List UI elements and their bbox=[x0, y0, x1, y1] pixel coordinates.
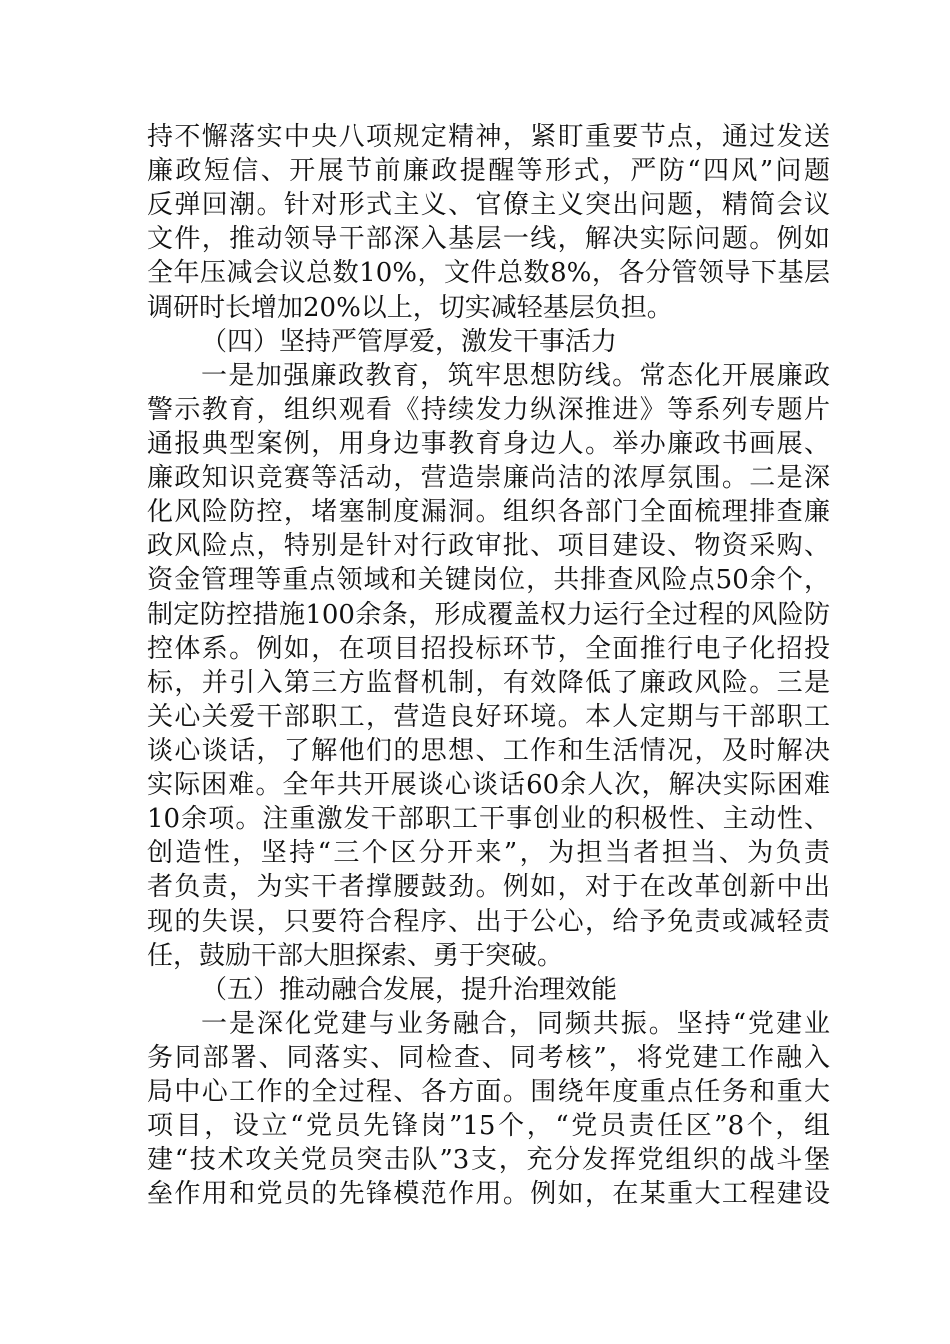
paragraph-1 bbox=[147, 120, 830, 325]
text-line: 政风险点，特别是针对行政审批、项目建设、物资采购、 bbox=[147, 531, 830, 562]
text-line: 任，鼓励干部大胆探索、勇于突破。 bbox=[147, 940, 564, 971]
text-line: 一是深化党建与业务融合，同频共振。坚持“党建业 bbox=[201, 1008, 830, 1039]
text-line: 谈心谈话，了解他们的思想、工作和生活情况，及时解决 bbox=[147, 735, 830, 766]
text-line: 关心关爱干部职工，营造良好环境。本人定期与干部职工 bbox=[147, 701, 830, 732]
text-line: 调研时长增加20%以上，切实减轻基层负担。 bbox=[147, 292, 673, 323]
text-line: 警示教育，组织观看《持续发力纵深推进》等系列专题片 bbox=[147, 394, 830, 425]
text-line: 实际困难。全年共开展谈心谈话60余人次，解决实际困难 bbox=[147, 770, 830, 801]
text-line: 创造性，坚持“三个区分开来”，为担当者担当、为负责 bbox=[147, 838, 830, 869]
text-line: 通报典型案例，用身边事教育身边人。举办廉政书画展、 bbox=[147, 428, 830, 459]
text-line: 化风险防控，堵塞制度漏洞。组织各部门全面梳理排查廉 bbox=[147, 497, 830, 528]
text-line: 制定防控措施100余条，形成覆盖权力运行全过程的风险防 bbox=[147, 599, 830, 630]
text-line: 文件，推动领导干部深入基层一线，解决实际问题。例如 bbox=[147, 224, 830, 255]
document-page bbox=[147, 120, 830, 1212]
text-line: 局中心工作的全过程、各方面。围绕年度重点任务和重大 bbox=[147, 1077, 830, 1108]
text-line: 资金管理等重点领域和关键岗位，共排查风险点50余个， bbox=[147, 565, 830, 596]
text-line: 项目，设立“党员先锋岗”15个，“党员责任区”8个，组 bbox=[147, 1111, 830, 1142]
text-line: 控体系。例如，在项目招投标环节，全面推行电子化招投 bbox=[147, 633, 830, 664]
text-line: 者负责，为实干者撑腰鼓劲。例如，对于在改革创新中出 bbox=[147, 872, 830, 903]
text-line: 反弹回潮。针对形式主义、官僚主义突出问题，精简会议 bbox=[147, 190, 830, 221]
text-line: 务同部署、同落实、同检查、同考核”，将党建工作融入 bbox=[147, 1042, 830, 1073]
text-line: 10余项。注重激发干部职工干事创业的积极性、主动性、 bbox=[147, 804, 830, 835]
paragraph-2 bbox=[147, 359, 830, 973]
text-line: 全年压减会议总数10%，文件总数8%，各分管领导下基层 bbox=[147, 258, 830, 289]
text-line: 标，并引入第三方监督机制，有效降低了廉政风险。三是 bbox=[147, 667, 830, 698]
paragraph-3 bbox=[147, 1007, 830, 1212]
text-line: 一是加强廉政教育，筑牢思想防线。常态化开展廉政 bbox=[201, 360, 830, 391]
text-line: 廉政短信、开展节前廉政提醒等形式，严防“四风”问题 bbox=[147, 156, 830, 187]
text-line: 现的失误，只要符合程序、出于公心，给予免责或减轻责 bbox=[147, 906, 830, 937]
text-line: 建“技术攻关党员突击队”3支，充分发挥党组织的战斗堡 bbox=[147, 1145, 830, 1176]
text-line: 廉政知识竞赛等活动，营造崇廉尚洁的浓厚氛围。二是深 bbox=[147, 463, 830, 494]
section-heading-4: （四）坚持严管厚爱，激发干事活力 bbox=[201, 326, 618, 357]
text-line: 持不懈落实中央八项规定精神，紧盯重要节点，通过发送 bbox=[147, 122, 830, 152]
section-heading-5: （五）推动融合发展，提升治理效能 bbox=[201, 974, 618, 1005]
text-line: 垒作用和党员的先锋模范作用。例如，在某重大工程建设 bbox=[147, 1179, 830, 1210]
